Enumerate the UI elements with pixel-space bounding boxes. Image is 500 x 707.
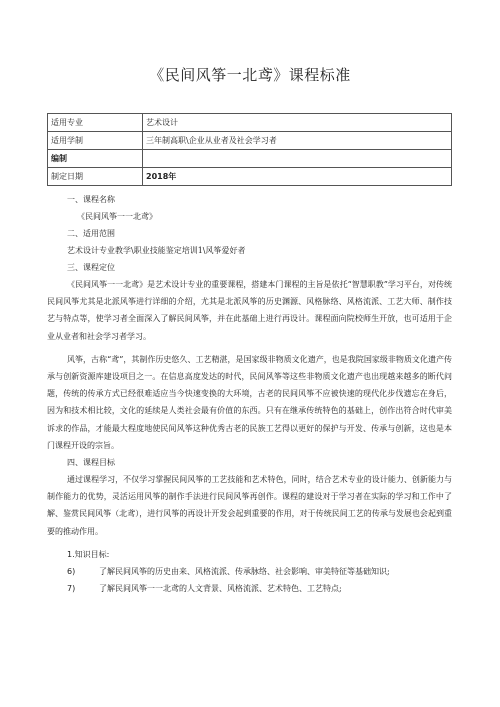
paragraph: 通过课程学习，不仅学习掌握民间风筝的工艺技能和艺术特色，同时，结合艺术专业的设计能力、创新能力与制作能力的优势，灵活运用风筝的制作手法进行民间风筝再创作。课程的建设对于学习者在实际的学习和工作中了解、鉴赏民间风筝（北鸢），进行风筝的再设计开发会起到重要的作用，对于传统民间工艺的传承与发展也会起到重要的推动作用。 bbox=[47, 475, 452, 536]
section-text: 艺术设计专业教学\职业技能鉴定培训1\风筝爱好者 bbox=[67, 246, 246, 255]
document-body bbox=[47, 191, 452, 597]
list-text: 了解民间风筝一一北鸢的人文背景、风格流派、艺术特色、工艺特点; bbox=[99, 583, 342, 593]
list-number: 7) bbox=[67, 583, 76, 593]
table-row bbox=[48, 168, 452, 186]
table-label: 编制 bbox=[48, 150, 143, 168]
knowledge-target-label: 1.知识目标: bbox=[67, 549, 110, 559]
section-text: 《民间风筝一一北鸢》 bbox=[77, 212, 157, 221]
table-label: 适用学制 bbox=[48, 132, 143, 150]
list-text: 了解民间风筝的历史由来、风格流派、传承脉络、社会影响、审美特征等基础知识; bbox=[99, 566, 390, 576]
document-title: 《民间风筝一北鸢》课程标准 bbox=[149, 66, 351, 84]
paragraph: 《民间风筝一一北鸢》是艺术设计专业的重要课程，搭建本门课程的主旨是依托“智慧职教”学习平台，对传统民间风筝尤其是北派风筝进行详细的介绍，尤其是北派风筝的历史渊源、风格脉络、风格流派、工艺大师、制作技艺与特点等，使学习者全面深入了解民间风筝，并在此基础上进行再设计。课程面向院校师生开放，也可适用于企业从业者和社会学习者学习。 bbox=[47, 280, 452, 341]
table-label: 制定日期 bbox=[48, 168, 143, 186]
section-heading: 三、课程定位 bbox=[67, 263, 115, 272]
section-heading: 二、适用范围 bbox=[67, 229, 115, 238]
paragraph: 风筝，古称“鸢”，其制作历史悠久、工艺精湛，是国家级非物质文化遗产，也是我院国家级非物质文化遗产传承与创新资源库建设项目之一。在信息高度发达的时代，民间风筝等这些非物质文化遗产也出现越来越多的断代问题，传统的传承方式已经很难适应当今快速变换的大环境，古老的民间风筝不应被快速的现代化步伐遗忘在身后，因为和技术相比较，文化的延续是人类社会最有价值的东西。只有在继承传统特色的基础上，创作出符合时代审美诉求的作品，才能最大程度地使民间风筝这种优秀古老的民族工艺得以更好的保护与开发、传承与创新，这也是本门课程开设的宗旨。 bbox=[47, 354, 452, 450]
table-row bbox=[48, 132, 452, 150]
table-row bbox=[48, 114, 452, 132]
table-value bbox=[143, 150, 452, 168]
table-value: 艺术设计 bbox=[143, 114, 452, 132]
table-label: 适用专业 bbox=[48, 114, 143, 132]
list-item bbox=[47, 580, 452, 597]
list-number: 6) bbox=[67, 566, 76, 576]
table-value: 2018年 bbox=[143, 168, 452, 186]
table-value: 三年制高职\企业从业者及社会学习者 bbox=[143, 132, 452, 150]
section-heading: 一、课程名称 bbox=[67, 195, 115, 204]
list-item bbox=[47, 563, 452, 580]
table-row bbox=[48, 150, 452, 168]
info-table bbox=[47, 113, 452, 186]
section-heading: 四、课程目标 bbox=[67, 458, 115, 468]
